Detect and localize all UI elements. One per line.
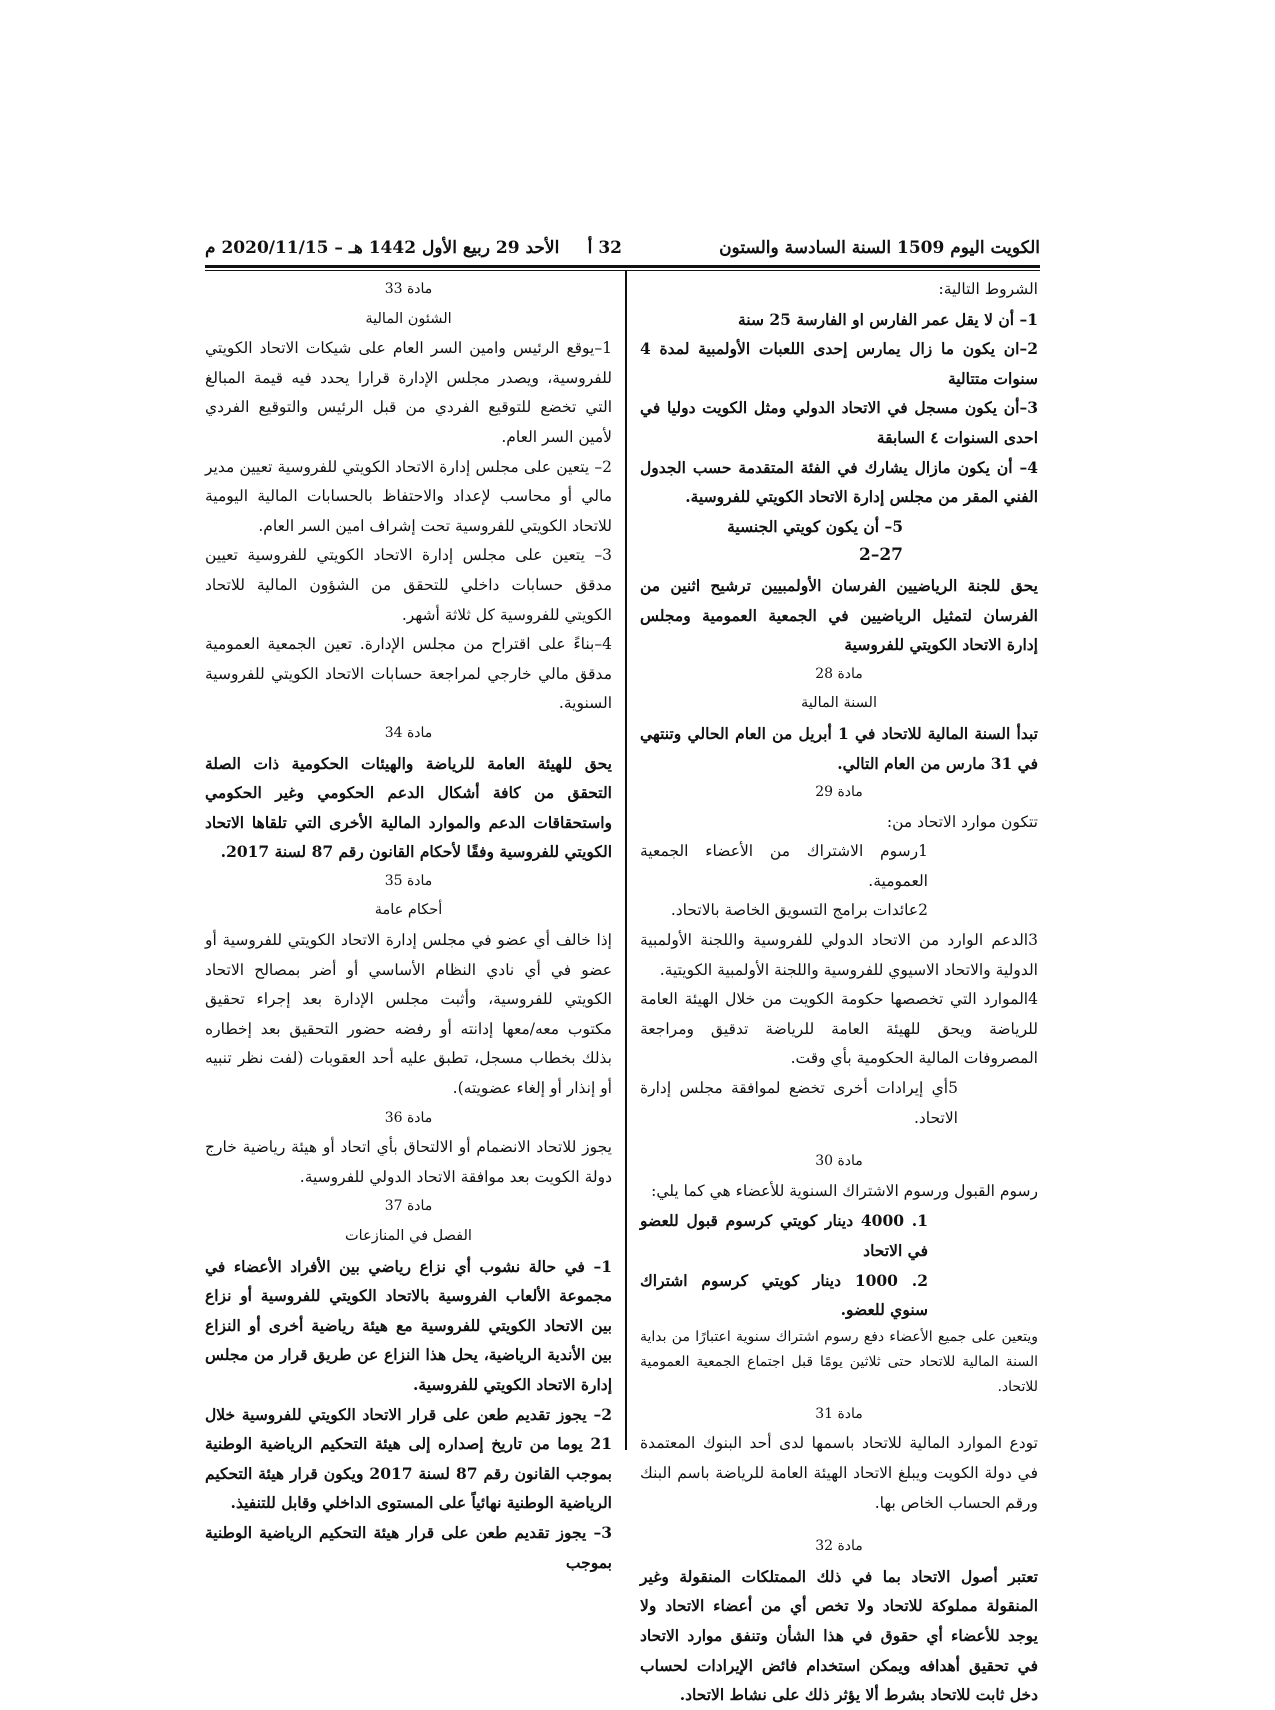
fee-item: 2. 1000 دينار كويتي كرسوم اشتراك سنوي للعضو.	[640, 1270, 928, 1320]
article-30-label: مادة 30	[815, 1153, 863, 1170]
right-column	[640, 275, 1038, 1710]
article-35-text: إذا خالف أي عضو في مجلس إدارة الاتحاد الكويتي للفروسية أو عضو في أي نادي النظام الأساسي أو أضر بمصالح الاتحاد الكويتي للفروسية، وأثبت مجلس الإدارة بعد إجراء تحقيق مكتوب معه/معها إدانته أو رفضه حضور التحقيق بعد إخطاره بذلك بخطاب مسجل، تطبق عليه أحد العقوبات (لفت نظر تنبيه أو إنذار أو إلغاء عضويته).	[205, 931, 612, 1098]
article-33-label: مادة 33	[384, 281, 433, 297]
column-divider	[625, 270, 627, 1450]
article-32-label: مادة 32	[815, 1538, 863, 1555]
header-publication: الكويت اليوم 1509 السنة السادسة والستون	[719, 238, 1040, 258]
page-header	[205, 232, 1040, 266]
article-37-title: الفصل في المنازعات	[345, 1228, 472, 1244]
article-33-item: 3– يتعين على مجلس إدارة الاتحاد الكويتي للفروسية تعيين مدقق حسابات داخلي للتحقق من الشؤون المالية للاتحاد الكويتي للفروسية كل ثلاثة أشهر.	[205, 546, 612, 624]
article-28-title: السنة المالية	[801, 695, 877, 712]
article-36-label: مادة 36	[384, 1109, 433, 1126]
article-37-item: 3– يجوز تقديم طعن على قرار هيئة التحكيم الرياضية الوطنية بموجب	[205, 1522, 612, 1572]
article-37-item: 2– يجوز تقديم طعن على قرار الاتحاد الكويتي للفروسية خلال 21 يوما من تاريخ إصداره إلى هيئة التحكيم الرياضية الوطنية بموجب القانون رقم 87 لسنة 2017 ويكون قرار هيئة التحكيم الرياضية الوطنية نهائياً على المستوى الداخلي وقابل للتنفيذ.	[205, 1404, 612, 1513]
article-30-text: ويتعين على جميع الأعضاء دفع رسوم اشتراك سنوية اعتبارًا من بداية السنة المالية للاتحاد حتى ثلاثين يومًا قبل اجتماع الجمعية العمومية للاتحاد.	[640, 1328, 1038, 1395]
article-31-label: مادة 31	[815, 1405, 863, 1422]
condition-item: 4– أن يكون مازال يشارك في الفئة المتقدمة حسب الجدول الفني المقر من مجلس إدارة الاتحاد الكويتي للفروسية.	[640, 457, 1038, 507]
conditions-intro: الشروط التالية:	[938, 280, 1038, 298]
resource-item: 5أي إيرادات أخرى تخضع لموافقة مجلس إدارة الاتحاد.	[640, 1079, 958, 1127]
article-30-list	[640, 1206, 1038, 1324]
header-date: الأحد 29 ربيع الأول 1442 هـ – 2020/11/15 م	[205, 238, 560, 258]
article-30-intro: رسوم القبول ورسوم الاشتراك السنوية للأعضاء هي كما يلي:	[651, 1181, 1038, 1200]
article-37-item: 1– في حالة نشوب أي نزاع رياضي بين الأفراد الأعضاء في مجموعة الألعاب الفروسية بالاتحاد الكويتي للفروسية أو نزاع بين الاتحاد الكويتي للفروسية مع هيئة رياضية أخرى أو النزاع بين الأندية الرياضية، يحل هذا النزاع عن طريق قرار من مجلس إدارة الاتحاد الكويتي للفروسية.	[205, 1256, 612, 1394]
conditions-list	[640, 305, 1038, 542]
article-32-text: تعتبر أصول الاتحاد بما في ذلك الممتلكات المنقولة وغير المنقولة مملوكة للاتحاد ولا تخص أي من أعضاء الاتحاد ولا يوجد للأعضاء أي حقوق في هذا الشأن وتنفق موارد الاتحاد في تحقيق أهدافه ويمكن استخدام فائض الإيرادات لحساب دخل ثابت للاتحاد بشرط ألا يؤثر ذلك على نشاط الاتحاد.	[640, 1566, 1038, 1705]
header-rule-thick	[205, 265, 1040, 268]
article-36-text: يجوز للاتحاد الانضمام أو الالتحاق بأي اتحاد أو هيئة رياضية خارج دولة الكويت بعد موافقة الاتحاد الدولي للفروسية.	[205, 1138, 612, 1186]
article-33-title: الشئون المالية	[365, 310, 452, 327]
article-33-item: 1–يوقع الرئيس وامين السر العام على شيكات الاتحاد الكويتي للفروسية، ويصدر مجلس الإدارة قرارا يحدد فيه قيمة المبالغ التي تخضع للتوقيع الفردي من قبل الرئيس والتوقيع الفردي لأمين السر العام.	[205, 339, 612, 446]
article-34-label: مادة 34	[384, 724, 433, 741]
clause-text: يحق للجنة الرياضيين الفرسان الأولمبيين ترشيح اثنين من الفرسان لتمثيل الرياضيين في الجمعية العمومية ومجلس إدارة الاتحاد الكويتي للفروسية	[640, 575, 1038, 655]
condition-item: 3–أن يكون مسجل في الاتحاد الدولي ومثل الكويت دوليا في احدى السنوات ٤ السابقة	[640, 398, 1038, 447]
resource-item: 4الموارد التي تخصصها حكومة الكويت من خلال الهيئة العامة للرياضة ويحق للهيئة العامة للرياضة تدقيق ومراجعة المصروفات المالية الحكومية بأي وقت.	[640, 990, 1038, 1068]
clause-number: 27–2	[858, 545, 903, 566]
article-33-item: 2– يتعين على مجلس إدارة الاتحاد الكويتي للفروسية تعيين مدير مالي أو محاسب لإعداد والاحتفاظ بالحسابات المالية اليومية للاتحاد الكويتي للفروسية تحت إشراف امين السر العام.	[205, 457, 612, 535]
article-29-list	[640, 837, 1038, 1133]
fee-item: 1. 4000 دينار كويتي كرسوم قبول للعضو في الاتحاد	[640, 1211, 928, 1260]
condition-item: 2–ان يكون ما زال يمارس إحدى اللعبات الأولمبية لمدة 4 سنوات متتالية	[640, 339, 1038, 388]
article-28-label: مادة 28	[815, 665, 863, 682]
resource-item: 2عائدات برامج التسويق الخاصة بالاتحاد.	[670, 901, 928, 920]
resource-item: 1رسوم الاشتراك من الأعضاء الجمعية العمومية.	[640, 842, 928, 890]
article-33-item: 4–بناءً على اقتراح من مجلس الإدارة. تعين الجمعية العمومية مدقق مالي خارجي لمراجعة حسابات الاتحاد الكويتي للفروسية السنوية.	[205, 635, 612, 713]
header-rule-thin	[205, 270, 1040, 271]
condition-item: 1– أن لا يقل عمر الفارس او الفارسة 25 سنة	[737, 309, 1038, 329]
article-35-label: مادة 35	[384, 872, 433, 889]
article-31-text: تودع الموارد المالية للاتحاد باسمها لدى أحد البنوك المعتمدة في دولة الكويت ويبلغ الاتحاد الهيئة العامة للرياضة باسم البنك ورقم الحساب الخاص بها.	[640, 1434, 1038, 1512]
left-column	[205, 275, 612, 1577]
article-28-text: تبدأ السنة المالية للاتحاد في 1 أبريل من العام الحالي وتنتهي في 31 مارس من العام التالي.	[640, 723, 1038, 773]
article-29-label: مادة 29	[815, 784, 863, 801]
article-37-label: مادة 37	[384, 1198, 433, 1215]
condition-item: 5– أن يكون كويتي الجنسية	[727, 516, 903, 536]
header-page-number: 32 أ	[587, 238, 622, 258]
article-29-intro: تتكون موارد الاتحاد من:	[886, 812, 1038, 831]
article-35-title: أحكام عامة	[374, 902, 443, 919]
resource-item: 3الدعم الوارد من الاتحاد الدولي للفروسية واللجنة الأولمبية الدولية والاتحاد الاسيوي للفروسية واللجنة الأولمبية الكويتية.	[640, 931, 1038, 979]
article-34-text: يحق للهيئة العامة للرياضة والهيئات الحكومية ذات الصلة التحقق من كافة أشكال الدعم الحكومي وغير الحكومي واستحقاقات الدعم والموارد المالية الأخرى التي تلقاها الاتحاد الكويتي للفروسية وفقًا لأحكام القانون رقم 87 لسنة 2017.	[205, 753, 612, 862]
